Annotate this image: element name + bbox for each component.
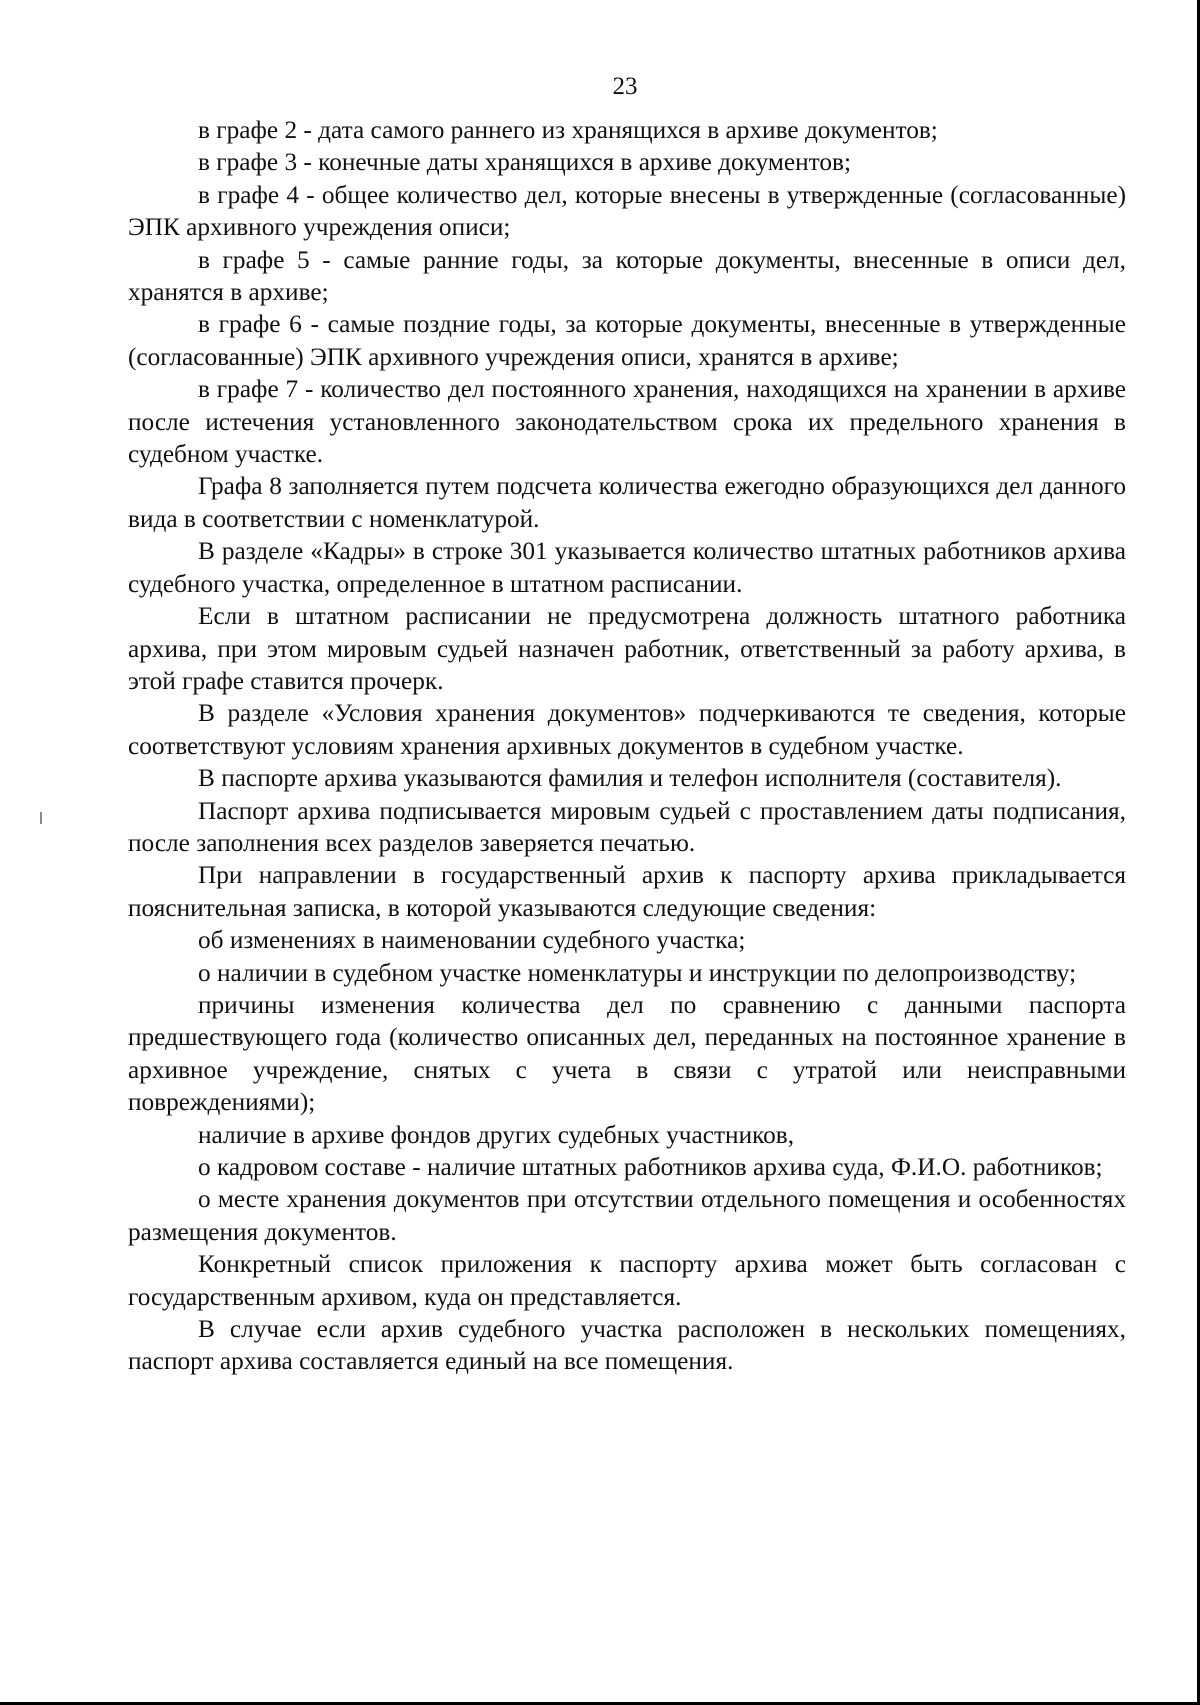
paragraph: Графа 8 заполняется путем подсчета количества ежегодно образующихся дел данного вида в соответствии с номенклатурой. xyxy=(128,472,1126,533)
paragraph: причины изменения количества дел по сравнению с данными паспорта предшествующего года (количество описанных дел, переданных на постоянное хранение в архивное учреждение, снятых с учета в связи с утратой или неисправными повреждениями); xyxy=(128,990,1126,1117)
paragraph: в графе 4 - общее количество дел, которые внесены в утвержденные (согласованные) ЭПК архивного учреждения описи; xyxy=(128,180,1126,242)
paragraph: в графе 5 - самые ранние годы, за которые документы, внесенные в описи дел, хранятся в архиве; xyxy=(128,245,1126,307)
paragraph: в графе 7 - количество дел постоянного хранения, находящихся на хранении в архиве после истечения установленного законодательством срока их предельного хранения в судебном участке. xyxy=(128,375,1126,469)
scan-artifact-mark xyxy=(40,812,42,824)
paragraph: Паспорт архива подписывается мировым судьей с проставлением даты подписания, после заполнения всех разделов заверяется печатью. xyxy=(128,796,1126,857)
page-number: 23 xyxy=(612,73,638,100)
paragraph: В случае если архив судебного участка расположен в нескольких помещениях, паспорт архива составляется единый на все помещения. xyxy=(128,1315,1126,1376)
paragraph: В разделе «Условия хранения документов» подчеркиваются те сведения, которые соответствуют условиям хранения архивных документов в судебном участке. xyxy=(128,699,1126,760)
paragraph: о месте хранения документов при отсутствии отдельного помещения и особенностях размещения документов. xyxy=(128,1185,1126,1246)
paragraph: При направлении в государственный архив к паспорту архива прикладывается пояснительная записка, в которой указываются следующие сведения: xyxy=(128,861,1126,922)
paragraph: Конкретный список приложения к паспорту архива может быть согласован с государственным архивом, куда он представляется. xyxy=(128,1250,1126,1311)
paragraph: В разделе «Кадры» в строке 301 указывается количество штатных работников архива судебного участка, определенное в штатном расписании. xyxy=(128,537,1126,598)
paragraph: В паспорте архива указываются фамилия и телефон исполнителя (составителя). xyxy=(198,764,1062,793)
paragraph: Если в штатном расписании не предусмотрена должность штатного работника архива, при этом мировым судьей назначен работник, ответственный за работу архива, в этой графе ставится прочерк. xyxy=(128,602,1126,695)
paragraph: в графе 3 - конечные даты хранящихся в архиве документов; xyxy=(198,148,851,177)
paragraph: о кадровом составе - наличие штатных работников архива суда, Ф.И.О. работников; xyxy=(198,1153,1103,1181)
document-body xyxy=(128,114,1126,1378)
paragraph: наличие в архиве фондов других судебных участников, xyxy=(198,1120,795,1149)
paragraph: в графе 2 - дата самого раннего из хранящихся в архиве документов; xyxy=(198,116,938,144)
paragraph: об изменениях в наименовании судебного участка; xyxy=(198,926,746,955)
paragraph: о наличии в судебном участке номенклатуры и инструкции по делопроизводству; xyxy=(198,958,1077,987)
paragraph: в графе 6 - самые поздние годы, за которые документы, внесенные в утвержденные (согласованные) ЭПК архивного учреждения описи, хранятся в архиве; xyxy=(128,310,1126,371)
